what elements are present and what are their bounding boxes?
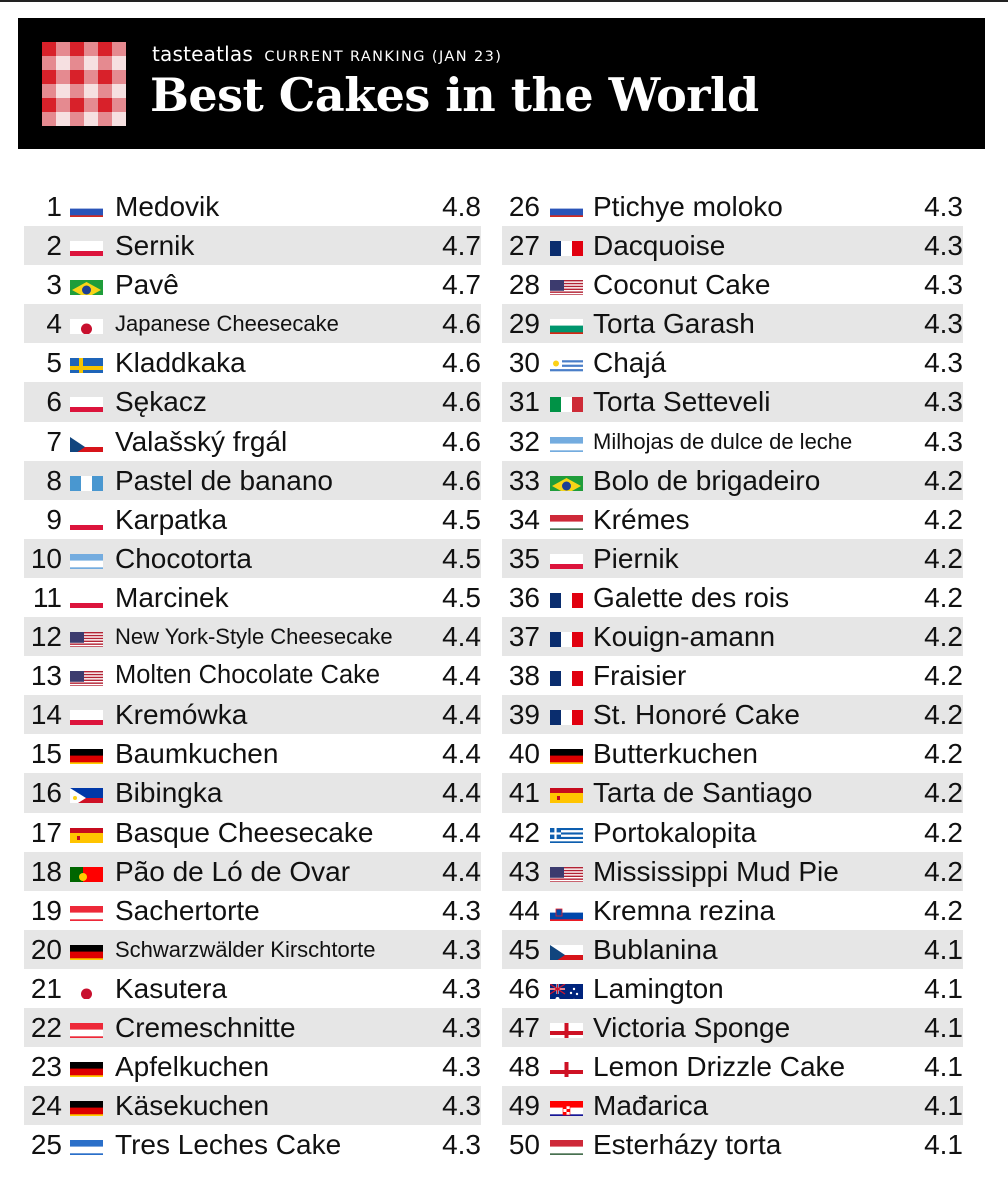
cake-name: Piernik xyxy=(593,542,679,574)
logo-cell xyxy=(56,84,70,98)
france-flag-icon xyxy=(550,236,583,256)
logo-cell xyxy=(112,112,126,126)
rank-number: 39 xyxy=(508,699,540,731)
ranking-column-left xyxy=(24,187,481,1164)
rank-number: 12 xyxy=(30,621,62,653)
cake-name: Chocotorta xyxy=(115,542,252,574)
ranking-row xyxy=(24,422,481,461)
logo-cell xyxy=(42,84,56,98)
rank-number: 2 xyxy=(46,230,62,262)
england-flag-icon xyxy=(550,1057,583,1077)
rank-number: 20 xyxy=(30,933,62,965)
cake-name: Sernik xyxy=(115,230,195,262)
rank-number: 32 xyxy=(508,425,540,457)
logo-cell xyxy=(70,42,84,56)
rank-number: 13 xyxy=(30,660,62,692)
cake-name: Lemon Drizzle Cake xyxy=(593,1051,846,1083)
rank-number: 5 xyxy=(46,347,62,379)
usa-flag-icon xyxy=(70,666,103,686)
cake-name: Esterházy torta xyxy=(593,1129,782,1161)
ranking-row xyxy=(502,382,963,421)
cake-name: Schwarzwälder Kirschtorte xyxy=(115,936,376,962)
cake-name: Dacquoise xyxy=(593,230,726,262)
cake-name: Baumkuchen xyxy=(115,738,279,770)
rank-number: 49 xyxy=(508,1090,540,1122)
cake-name: Kasutera xyxy=(115,972,228,1004)
cake-name: Ptichye moloko xyxy=(593,191,783,222)
hungary-flag-icon xyxy=(550,1135,583,1155)
rank-number: 21 xyxy=(30,972,62,1004)
ranking-row xyxy=(502,930,963,969)
rank-number: 27 xyxy=(508,230,540,262)
rating-value: 4.1 xyxy=(924,933,963,965)
ranking-row xyxy=(24,226,481,265)
czech-flag-icon xyxy=(550,940,583,960)
poland-flag-icon xyxy=(70,510,103,530)
rating-value: 4.1 xyxy=(924,972,963,1004)
logo-cell xyxy=(98,112,112,126)
rank-number: 24 xyxy=(30,1090,62,1122)
spain-flag-icon xyxy=(70,823,103,843)
ranking-row xyxy=(502,1008,963,1047)
rank-number: 26 xyxy=(508,191,540,222)
france-flag-icon xyxy=(550,705,583,725)
greece-flag-icon xyxy=(550,823,583,843)
rating-value: 4.2 xyxy=(924,777,963,809)
rank-number: 15 xyxy=(30,738,62,770)
cake-name: Cremeschnitte xyxy=(115,1011,296,1043)
cake-name: Victoria Sponge xyxy=(593,1011,791,1043)
portugal-flag-icon xyxy=(70,862,103,882)
rating-value: 4.2 xyxy=(924,660,963,692)
cake-name: Tres Leches Cake xyxy=(115,1129,342,1161)
cake-name: Sachertorte xyxy=(115,894,260,926)
logo-cell xyxy=(98,56,112,70)
germany-flag-icon xyxy=(550,744,583,764)
cake-name: Basque Cheesecake xyxy=(115,816,374,848)
header-banner xyxy=(18,18,985,149)
ranking-row xyxy=(24,1125,481,1164)
ranking-row xyxy=(24,461,481,500)
rank-number: 43 xyxy=(508,855,540,887)
logo-cell xyxy=(56,112,70,126)
cake-name: Kremówka xyxy=(115,699,248,731)
japan-flag-icon xyxy=(70,979,103,999)
rating-value: 4.3 xyxy=(924,269,963,301)
rank-number: 31 xyxy=(508,386,540,418)
logo-cell xyxy=(84,70,98,84)
cake-name: Käsekuchen xyxy=(115,1090,270,1122)
logo-cell xyxy=(112,98,126,112)
england-flag-icon xyxy=(550,1018,583,1038)
rank-number: 41 xyxy=(508,777,540,809)
rank-number: 11 xyxy=(32,581,62,613)
logo-cell xyxy=(70,56,84,70)
logo-cell xyxy=(112,42,126,56)
slovenia-flag-icon xyxy=(550,901,583,921)
rating-value: 4.1 xyxy=(924,1051,963,1083)
rating-value: 4.2 xyxy=(924,621,963,653)
rating-value: 4.7 xyxy=(442,269,481,301)
rating-value: 4.2 xyxy=(924,581,963,613)
cake-name: Butterkuchen xyxy=(593,738,758,770)
rank-number: 3 xyxy=(46,269,62,301)
rating-value: 4.4 xyxy=(442,699,481,731)
ranking-row xyxy=(24,1008,481,1047)
rank-number: 10 xyxy=(30,542,62,574)
rank-number: 18 xyxy=(30,855,62,887)
czech-flag-icon xyxy=(70,432,103,452)
ranking-row xyxy=(24,578,481,617)
rank-number: 30 xyxy=(508,347,540,379)
rating-value: 4.3 xyxy=(442,1051,481,1083)
brand-name: tasteatlas xyxy=(152,42,253,66)
ranking-row xyxy=(24,656,481,695)
ranking-row xyxy=(502,265,963,304)
ranking-row xyxy=(502,969,963,1008)
cake-name: New York-Style Cheesecake xyxy=(115,624,393,650)
japan-flag-icon xyxy=(70,314,103,334)
rank-number: 14 xyxy=(30,699,62,731)
ranking-row xyxy=(502,1086,963,1125)
rank-number: 19 xyxy=(30,894,62,926)
cake-name: Lamington xyxy=(593,972,724,1004)
brazil-flag-icon xyxy=(70,275,103,295)
germany-flag-icon xyxy=(70,1096,103,1116)
rank-number: 23 xyxy=(30,1051,62,1083)
cake-name: Pão de Ló de Ovar xyxy=(115,855,351,887)
logo-cell xyxy=(70,98,84,112)
tasteatlas-checkered-logo-icon xyxy=(42,42,126,126)
cake-name: Karpatka xyxy=(115,503,228,535)
guatemala-flag-icon xyxy=(70,471,103,491)
logo-cell xyxy=(84,112,98,126)
rating-value: 4.3 xyxy=(442,972,481,1004)
ranking-row xyxy=(24,617,481,656)
cake-name: Mađarica xyxy=(593,1090,709,1122)
logo-cell xyxy=(56,42,70,56)
rating-value: 4.2 xyxy=(924,464,963,496)
poland-flag-icon xyxy=(70,588,103,608)
logo-cell xyxy=(56,70,70,84)
rank-number: 33 xyxy=(508,464,540,496)
logo-cell xyxy=(42,42,56,56)
ranking-row xyxy=(502,773,963,812)
logo-cell xyxy=(70,84,84,98)
logo-cell xyxy=(112,56,126,70)
germany-flag-icon xyxy=(70,1057,103,1077)
rating-value: 4.6 xyxy=(442,425,481,457)
rank-number: 42 xyxy=(508,816,540,848)
ranking-row xyxy=(24,1086,481,1125)
ranking-row xyxy=(502,695,963,734)
italy-flag-icon xyxy=(550,392,583,412)
logo-cell xyxy=(98,42,112,56)
cake-name: Kouign-amann xyxy=(593,621,776,653)
ranking-row xyxy=(502,187,963,226)
spain-flag-icon xyxy=(550,783,583,803)
rank-number: 45 xyxy=(508,933,540,965)
rating-value: 4.2 xyxy=(924,855,963,887)
cake-name: Pavê xyxy=(115,269,179,301)
logo-cell xyxy=(98,98,112,112)
hungary-flag-icon xyxy=(550,510,583,530)
rank-number: 4 xyxy=(46,308,62,340)
usa-flag-icon xyxy=(70,627,103,647)
ranking-row xyxy=(502,891,963,930)
ranking-row xyxy=(502,1047,963,1086)
ranking-row xyxy=(24,773,481,812)
ranking-row xyxy=(502,578,963,617)
rating-value: 4.2 xyxy=(924,542,963,574)
cake-name: Bolo de brigadeiro xyxy=(593,464,821,496)
logo-cell xyxy=(98,70,112,84)
australia-flag-icon xyxy=(550,979,583,999)
rating-value: 4.3 xyxy=(924,308,963,340)
croatia-flag-icon xyxy=(550,1096,583,1116)
logo-cell xyxy=(42,98,56,112)
ranking-row xyxy=(502,734,963,773)
poland-flag-icon xyxy=(70,705,103,725)
rating-value: 4.3 xyxy=(924,425,963,457)
ranking-row xyxy=(24,695,481,734)
brazil-flag-icon xyxy=(550,471,583,491)
logo-cell xyxy=(42,56,56,70)
ranking-row xyxy=(24,852,481,891)
rating-value: 4.6 xyxy=(442,347,481,379)
rank-number: 50 xyxy=(508,1129,540,1161)
ranking-row xyxy=(502,617,963,656)
rating-value: 4.3 xyxy=(924,230,963,262)
cake-name: Portokalopita xyxy=(593,816,757,848)
rank-number: 46 xyxy=(508,972,540,1004)
argentina-flag-icon xyxy=(70,549,103,569)
logo-cell xyxy=(84,98,98,112)
philippines-flag-icon xyxy=(70,783,103,803)
cake-name: Krémes xyxy=(593,503,690,535)
rank-number: 8 xyxy=(46,464,62,496)
rating-value: 4.1 xyxy=(924,1090,963,1122)
ranking-row xyxy=(24,969,481,1008)
rank-number: 1 xyxy=(46,191,62,222)
cake-name: Kladdkaka xyxy=(115,347,246,379)
ranking-row xyxy=(24,265,481,304)
cake-name: Molten Chocolate Cake xyxy=(115,661,381,690)
argentina-flag-icon xyxy=(550,432,583,452)
ranking-row xyxy=(24,382,481,421)
uruguay-flag-icon xyxy=(550,353,583,373)
cake-name: Valašský frgál xyxy=(115,425,288,457)
poland-flag-icon xyxy=(70,236,103,256)
france-flag-icon xyxy=(550,627,583,647)
ranking-row xyxy=(24,304,481,343)
cake-name: Torta Setteveli xyxy=(593,386,771,418)
austria-flag-icon xyxy=(70,901,103,921)
logo-cell xyxy=(112,84,126,98)
rating-value: 4.6 xyxy=(442,464,481,496)
ranking-row xyxy=(502,461,963,500)
cake-name: St. Honoré Cake xyxy=(593,699,800,731)
rank-number: 17 xyxy=(30,816,62,848)
logo-cell xyxy=(84,42,98,56)
ranking-row xyxy=(24,734,481,773)
rating-value: 4.3 xyxy=(442,1129,481,1161)
cake-name: Japanese Cheesecake xyxy=(115,311,339,337)
rank-number: 16 xyxy=(30,777,62,809)
ranking-row xyxy=(502,500,963,539)
rank-number: 47 xyxy=(508,1011,540,1043)
rank-number: 7 xyxy=(46,425,62,457)
cake-name: Torta Garash xyxy=(593,308,755,340)
logo-cell xyxy=(42,112,56,126)
cake-name: Sękacz xyxy=(115,386,207,418)
rank-number: 38 xyxy=(508,660,540,692)
ranking-row xyxy=(502,656,963,695)
logo-cell xyxy=(84,56,98,70)
ranking-row xyxy=(502,226,963,265)
rating-value: 4.5 xyxy=(442,503,481,535)
france-flag-icon xyxy=(550,666,583,686)
rating-value: 4.1 xyxy=(924,1011,963,1043)
rating-value: 4.2 xyxy=(924,699,963,731)
russia-flag-icon xyxy=(70,197,103,217)
cake-name: Coconut Cake xyxy=(593,269,771,301)
cake-name: Tarta de Santiago xyxy=(593,777,813,809)
cake-name: Medovik xyxy=(115,191,220,222)
rating-value: 4.4 xyxy=(442,855,481,887)
france-flag-icon xyxy=(550,588,583,608)
ranking-row xyxy=(24,539,481,578)
cake-name: Fraisier xyxy=(593,660,687,692)
rating-value: 4.7 xyxy=(442,230,481,262)
germany-flag-icon xyxy=(70,744,103,764)
honduras-flag-icon xyxy=(70,1135,103,1155)
poland-flag-icon xyxy=(550,549,583,569)
cake-name: Mississippi Mud Pie xyxy=(593,855,839,887)
cake-name: Kremna rezina xyxy=(593,894,776,926)
rank-number: 9 xyxy=(46,503,62,535)
ranking-row xyxy=(24,930,481,969)
ranking-column-right xyxy=(502,187,963,1164)
rank-number: 25 xyxy=(30,1129,62,1161)
rating-value: 4.2 xyxy=(924,503,963,535)
austria-flag-icon xyxy=(70,1018,103,1038)
cake-name: Chajá xyxy=(593,347,667,379)
rating-value: 4.8 xyxy=(442,191,481,222)
rank-number: 34 xyxy=(508,503,540,535)
ranking-row xyxy=(24,343,481,382)
rating-value: 4.4 xyxy=(442,738,481,770)
cake-name: Pastel de banano xyxy=(115,464,333,496)
ranking-row xyxy=(24,813,481,852)
ranking-row xyxy=(502,539,963,578)
rating-value: 4.4 xyxy=(442,777,481,809)
brand-line xyxy=(152,42,502,66)
ranking-row xyxy=(502,1125,963,1164)
cake-name: Milhojas de dulce de leche xyxy=(593,428,853,454)
rating-value: 4.5 xyxy=(442,542,481,574)
rating-value: 4.4 xyxy=(442,621,481,653)
rating-value: 4.3 xyxy=(442,1011,481,1043)
rank-number: 6 xyxy=(46,386,62,418)
rating-value: 4.3 xyxy=(442,894,481,926)
rank-number: 40 xyxy=(508,738,540,770)
rating-value: 4.6 xyxy=(442,308,481,340)
logo-cell xyxy=(56,56,70,70)
rating-value: 4.3 xyxy=(924,386,963,418)
ranking-row xyxy=(24,1047,481,1086)
rank-number: 28 xyxy=(508,269,540,301)
ranking-row xyxy=(502,343,963,382)
ranking-row xyxy=(24,500,481,539)
germany-flag-icon xyxy=(70,940,103,960)
sweden-flag-icon xyxy=(70,353,103,373)
page-title: Best Cakes in the World xyxy=(150,68,759,122)
logo-cell xyxy=(70,112,84,126)
rating-value: 4.4 xyxy=(442,660,481,692)
rating-value: 4.3 xyxy=(442,1090,481,1122)
ranking-subtitle: CURRENT RANKING (JAN 23) xyxy=(264,49,503,65)
rating-value: 4.2 xyxy=(924,738,963,770)
rank-number: 29 xyxy=(508,308,540,340)
ranking-row xyxy=(502,813,963,852)
logo-cell xyxy=(42,70,56,84)
logo-cell xyxy=(112,70,126,84)
rating-value: 4.2 xyxy=(924,816,963,848)
rank-number: 35 xyxy=(508,542,540,574)
usa-flag-icon xyxy=(550,275,583,295)
cake-name: Bublanina xyxy=(593,933,718,965)
cake-name: Galette des rois xyxy=(593,581,790,613)
ranking-row xyxy=(502,852,963,891)
rating-value: 4.5 xyxy=(442,581,481,613)
rank-number: 37 xyxy=(508,621,540,653)
rating-value: 4.3 xyxy=(924,191,963,222)
ranking-row xyxy=(502,304,963,343)
rank-number: 36 xyxy=(508,581,540,613)
logo-cell xyxy=(98,84,112,98)
rating-value: 4.2 xyxy=(924,894,963,926)
rating-value: 4.3 xyxy=(924,347,963,379)
ranking-row xyxy=(24,891,481,930)
cake-name: Bibingka xyxy=(115,777,223,809)
rank-number: 44 xyxy=(508,894,540,926)
logo-cell xyxy=(56,98,70,112)
ranking-row xyxy=(24,187,481,226)
bulgaria-flag-icon xyxy=(550,314,583,334)
logo-cell xyxy=(84,84,98,98)
cake-name: Apfelkuchen xyxy=(115,1051,270,1083)
rating-value: 4.3 xyxy=(442,933,481,965)
rating-value: 4.4 xyxy=(442,816,481,848)
poland-flag-icon xyxy=(70,392,103,412)
rank-number: 22 xyxy=(30,1011,62,1043)
logo-cell xyxy=(70,70,84,84)
usa-flag-icon xyxy=(550,862,583,882)
rating-value: 4.6 xyxy=(442,386,481,418)
cake-name: Marcinek xyxy=(115,581,229,613)
russia-flag-icon xyxy=(550,197,583,217)
rating-value: 4.1 xyxy=(924,1129,963,1161)
ranking-row xyxy=(502,422,963,461)
rank-number: 48 xyxy=(508,1051,540,1083)
top-border xyxy=(0,0,1008,2)
